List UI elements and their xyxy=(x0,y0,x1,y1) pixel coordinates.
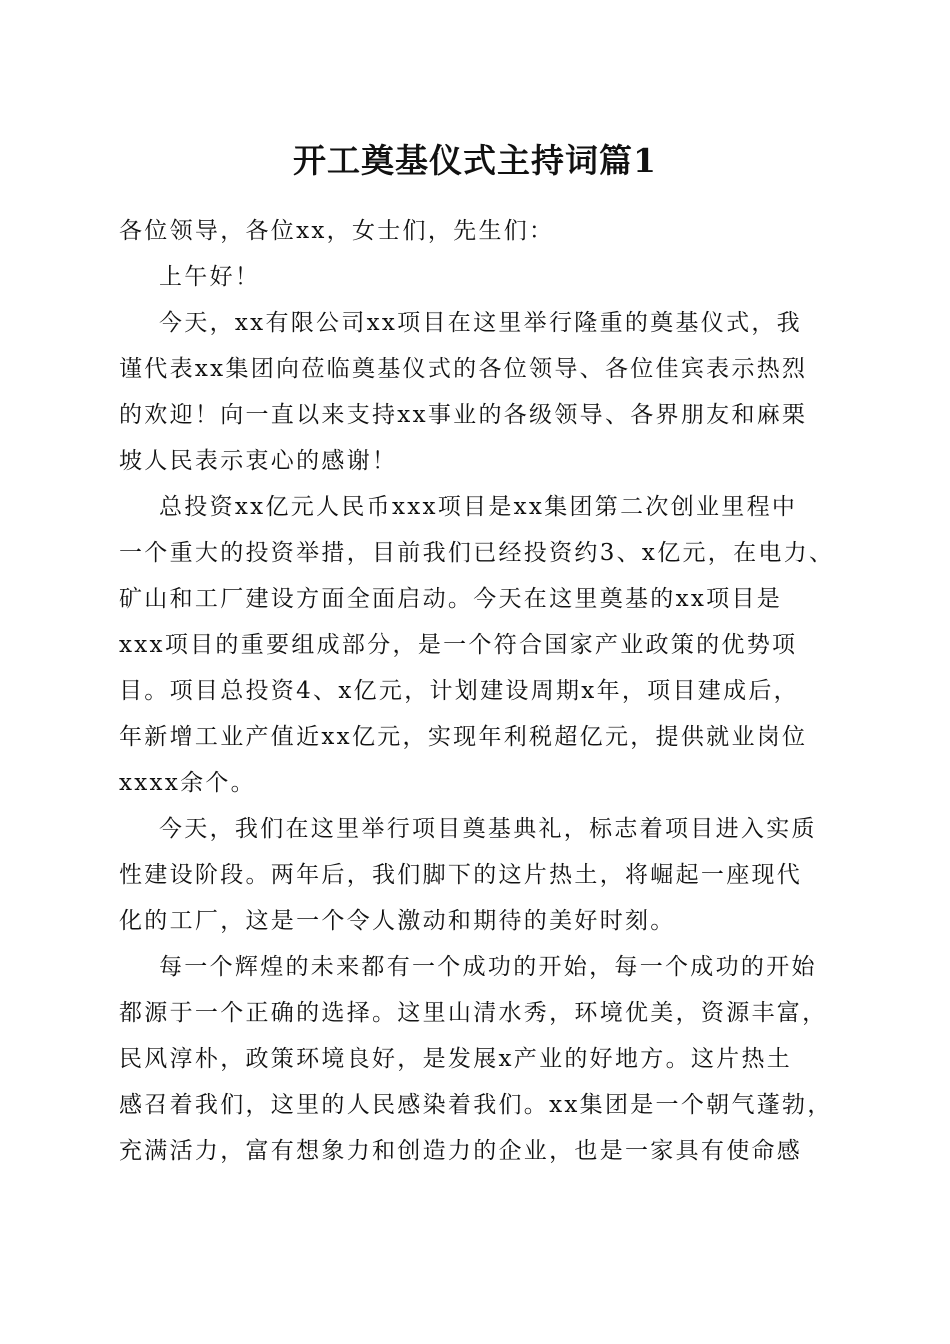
text-line: 充满活力，富有想象力和创造力的企业，也是一家具有使命感 xyxy=(119,1138,803,1164)
text-line: 坡人民表示衷心的感谢！ xyxy=(119,448,398,474)
text-line: 一个重大的投资举措，目前我们已经投资约3、x亿元，在电力、 xyxy=(119,540,835,566)
text-line: 性建设阶段。两年后，我们脚下的这片热土，将崛起一座现代 xyxy=(119,862,803,888)
text-line: xxx项目的重要组成部分，是一个符合国家产业政策的优势项 xyxy=(119,632,798,658)
text-line: 上午好！ xyxy=(159,264,261,290)
text-line: 年新增工业产值近xx亿元，实现年利税超亿元，提供就业岗位 xyxy=(119,724,808,750)
text-line: 化的工厂，这是一个令人激动和期待的美好时刻。 xyxy=(119,908,676,934)
text-line: 感召着我们，这里的人民感染着我们。xx集团是一个朝气蓬勃， xyxy=(119,1092,833,1118)
document-body xyxy=(119,208,841,1174)
document-title: 开工奠基仪式主持词篇1 xyxy=(293,141,657,180)
text-line: 谨代表xx集团向莅临奠基仪式的各位领导、各位佳宾表示热烈 xyxy=(119,356,808,382)
text-line: 每一个辉煌的未来都有一个成功的开始，每一个成功的开始 xyxy=(159,954,817,980)
text-line: 今天，我们在这里举行项目奠基典礼，标志着项目进入实质 xyxy=(159,816,817,842)
text-line: 民风淳朴，政策环境良好，是发展x产业的好地方。这片热土 xyxy=(119,1046,793,1072)
text-line: 的欢迎！向一直以来支持xx事业的各级领导、各界朋友和麻栗 xyxy=(119,402,808,428)
text-line: 都源于一个正确的选择。这里山清水秀，环境优美，资源丰富， xyxy=(119,1000,828,1026)
text-line: 总投资xx亿元人民币xxx项目是xx集团第二次创业里程中 xyxy=(159,494,798,520)
text-line: 各位领导，各位xx，女士们，先生们： xyxy=(119,218,555,244)
text-line: 矿山和工厂建设方面全面启动。今天在这里奠基的xx项目是 xyxy=(119,586,783,612)
text-line: 目。项目总投资4、x亿元，计划建设周期x年，项目建成后， xyxy=(119,678,799,704)
text-line: 今天，xx有限公司xx项目在这里举行隆重的奠基仪式，我 xyxy=(159,310,802,336)
text-line: xxxx余个。 xyxy=(119,770,256,796)
